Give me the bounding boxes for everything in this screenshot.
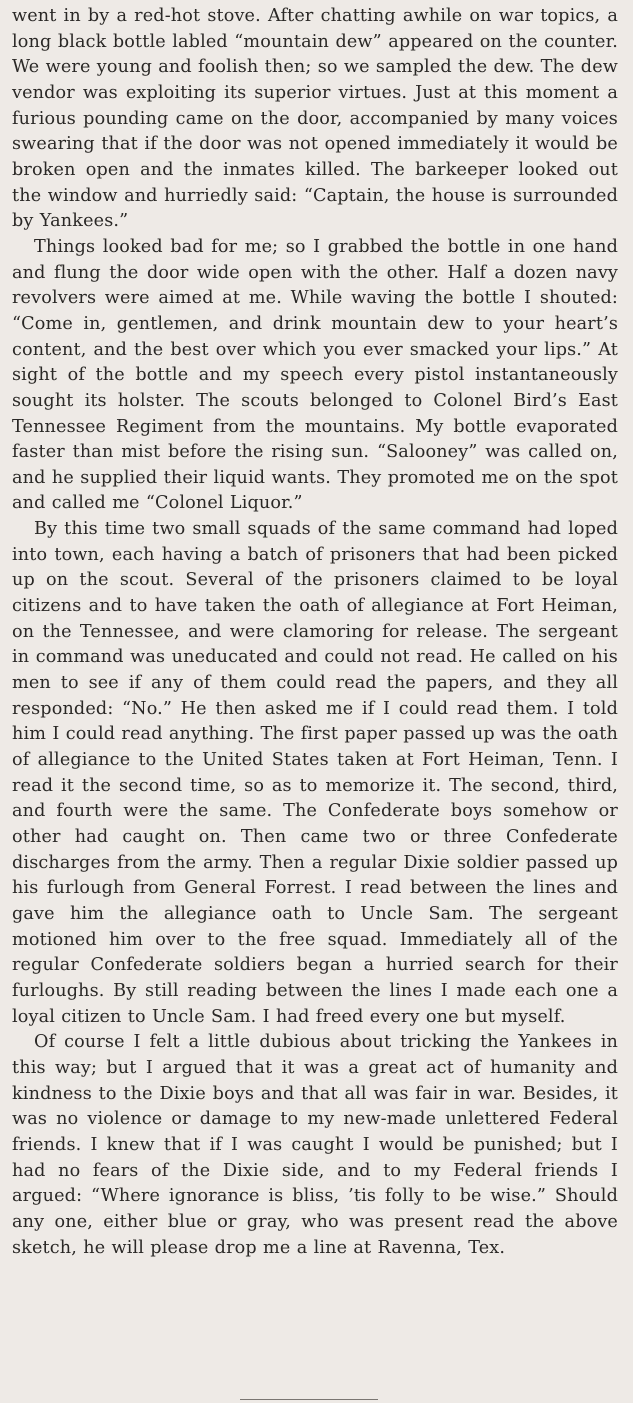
text-column <box>12 4 618 1261</box>
paragraph-prisoners: By this time two small squads of the same command had loped into town, each having a batch of prisoners that had been picked up on the scout. Several of the prisoners claimed to be loyal citizens and to have taken the oath of allegiance at Fort Heiman, on the Tennessee, and were clamoring for release. The sergeant in command was uneducated and could not read. He called on his men to see if any of them could read the papers, and they all responded: “No.” He then asked me if I could read them. I told him I could read anything. The first paper passed up was the oath of allegiance to the United States taken at Fort Heiman, Tenn. I read it the second time, so as to memorize it. The second, third, and fourth were the same. The Confederate boys somehow or other had caught on. Then came two or three Confederate discharges from the army. Then a regular Dixie soldier passed up his furlough from General Forrest. I read between the lines and gave him the allegiance oath to Uncle Sam. The sergeant motioned him over to the free squad. Immediately all of the regular Confederate soldiers began a hurried search for their furloughs. By still reading between the lines I made each one a loyal citizen to Uncle Sam. I had freed every one but myself. <box>12 519 618 1027</box>
paragraph-continuation: went in by a red-hot stove. After chatting awhile on war topics, a long black bottle labled “mountain dew” appeared on the counter. We were young and foolish then; so we sampled the dew. The dew vendor was exploiting its superior virtues. Just at this moment a furious pounding came on the door, accompanied by many voices swearing that if the door was not opened immediately it would be broken open and the inmates killed. The barkeeper looked out the window and hurriedly said: “Captain, the house is surrounded by Yankees.” <box>12 6 618 232</box>
paragraph-conclusion: Of course I felt a little dubious about tricking the Yankees in this way; but I argued that it was a great act of humanity and kindness to the Dixie boys and that all was fair in war. Besides, it was no violence or damage to my new-made unlettered Federal friends. I knew that if I was caught I would be punished; but I had no fears of the Dixie side, and to my Federal friends I argued: “Where ignorance is bliss, ’tis folly to be wise.” Should any one, either blue or gray, who was present read the above sketch, he will please drop me a line at Ravenna, Tex. <box>12 1032 618 1258</box>
paragraph-bottle: Things looked bad for me; so I grabbed the bottle in one hand and flung the door wide open with the other. Half a dozen navy revolvers were aimed at me. While waving the bottle I shouted: “Come in, gentlemen, and drink mountain dew to your heart’s content, and the best over which you ever smacked your lips.” At sight of the bottle and my speech every pistol instantaneously sought its holster. The scouts belonged to Colonel Bird’s East Tennessee Regiment from the mountains. My bottle evaporated faster than mist before the rising sun. “Salooney” was called on, and he supplied their liquid wants. They promoted me on the spot and called me “Colonel Liquor.” <box>12 236 618 514</box>
section-divider-rule <box>240 1399 378 1400</box>
